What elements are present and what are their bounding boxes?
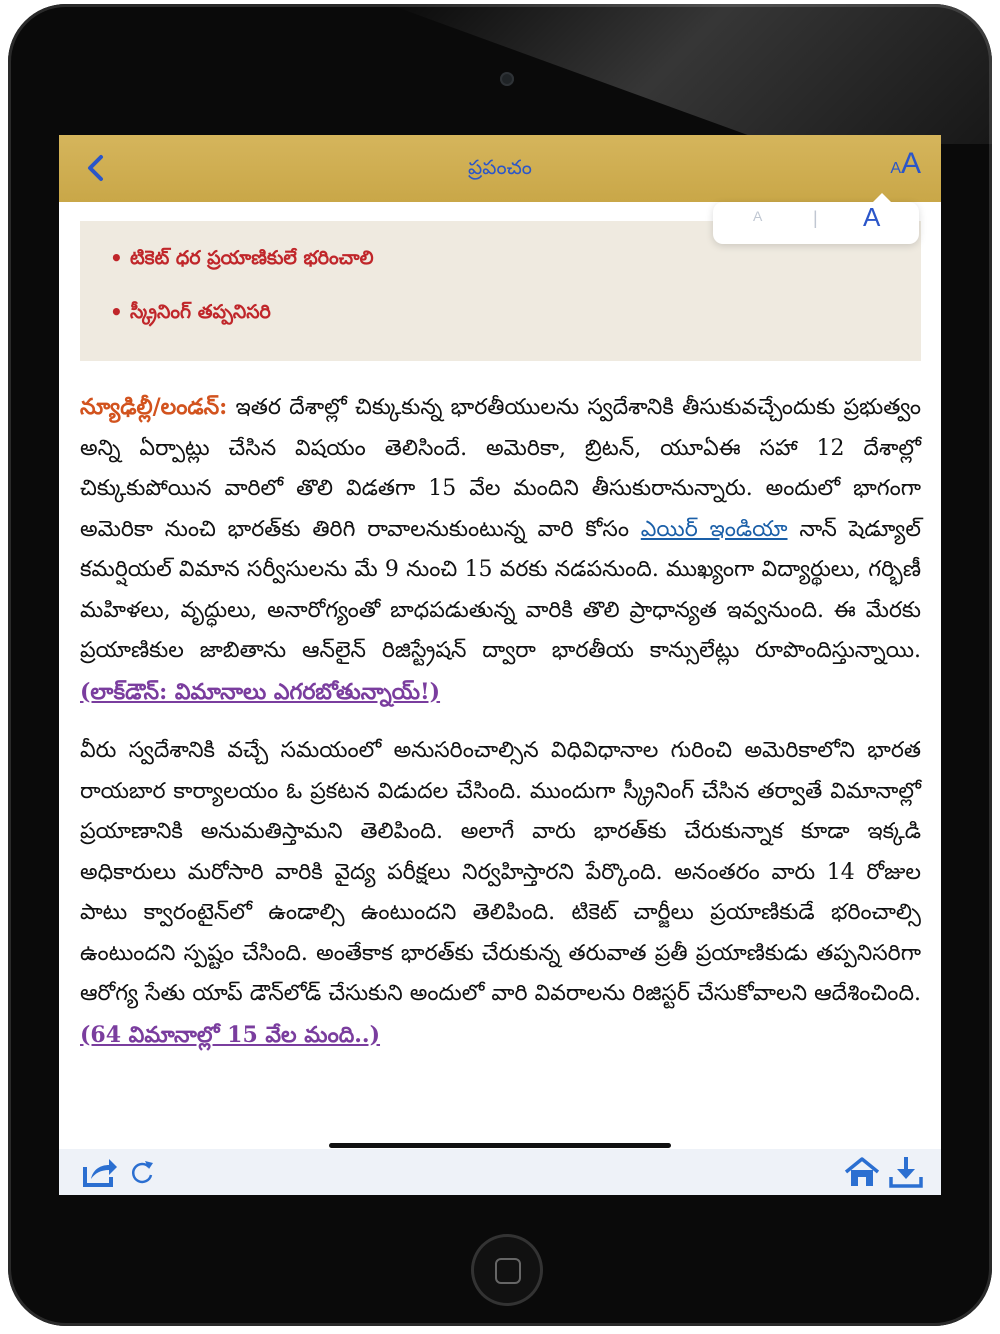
- paragraph-text: వీరు స్వదేశానికి వచ్చే సమయంలో అనుసరించాల్సిన విధివిధానాల గురించి అమెరికాలోని భారత రాయబార కార్యాలయం ఓ ప్రకటన విడుదల చేసింది. ముందుగా స్క్రీనింగ్ చేసిన తర్వాతే విమానాల్లో ప్రయాణానికి అనుమతిస్తామని తెలిపింది. అలాగే వారు భారత్‌కు చేరుకున్నాక కూడా ఇక్కడి అధికారులు మరోసారి వారికి వైద్య పరీక్షలు నిర్వహిస్తారని పేర్కొంది. అనంతరం వారు 14 రోజుల పాటు క్వారంటైన్‌లో ఉండాల్సి ఉంటుందని తెలిపింది. టికెట్ చార్జీలు ప్రయాణికుడే భరించాల్సి ఉంటుందని స్పష్టం చేసింది. అంతేకాక భారత్‌కు చేరుకున్న తరువాత ప్రతీ ప్రయాణికుడు తప్పనిసరిగా ఆరోగ్య సేతు యాప్ డౌన్‌లోడ్ చేసుకుని అందులో వారి వివరాలను రిజిస్టర్ చేసుకోవాలని ఆదేశించింది.: [80, 738, 921, 1006]
- camera: [500, 72, 514, 86]
- scroll-indicator[interactable]: [329, 1143, 671, 1148]
- bottom-toolbar: [59, 1149, 941, 1195]
- nav-bar: [59, 135, 941, 202]
- device-home-button[interactable]: [471, 1234, 543, 1306]
- related-article-link[interactable]: (64 విమానాల్లో 15 వేల మంది..): [80, 1021, 381, 1048]
- article-paragraph: [80, 387, 921, 713]
- app-screen: [59, 135, 941, 1195]
- share-button[interactable]: [81, 1155, 119, 1189]
- popover-separator: |: [813, 208, 818, 228]
- screen-glare: [388, 4, 992, 144]
- article-body: [80, 387, 921, 1074]
- page-title: ప్రపంచం: [468, 155, 532, 179]
- paragraph-text: ఇతర దేశాల్లో చిక్కుకున్న భారతీయులను స్వదేశానికి తీసుకువచ్చేందుకు ప్రభుత్వం అన్ని ఏర్పాట్లు చేసిన విషయం తెలిసిందే. అమెరికా, బ్రిటన్, యూఏఈ సహా 12 దేశాల్లో చిక్కుకుపోయిన వారిలో తొలి విడతగా 15 వేల మందిని తీసుకురానున్నారు. అందులో భాగంగా అమెరికా నుంచి భారత్‌కు తిరిగి రావాలనుకుంటున్న వారి కోసం: [80, 395, 921, 542]
- font-size-popover: [713, 202, 919, 244]
- article-paragraph: [80, 731, 921, 1056]
- air-india-link[interactable]: ఎయిర్ ఇండియా: [640, 516, 788, 542]
- paragraph-text: నాన్ షెడ్యూల్ కమర్షియల్ విమాన సర్వీసులను మే 9 నుంచి 15 వరకు నడపనుంది. ముఖ్యంగా విద్యార్థులు, గర్భిణీ మహిళలు, వృద్ధులు, అనారోగ్యంతో బాధపడుతున్న వారికి తొలి ప్రాధాన్యత ఇవ్వనుంది. ఈ మేరకు ప్రయాణికుల జాబితాను ఆన్‌లైన్ రిజిస్ట్రేషన్ ద్వారా భారతీయ కాన్సులేట్లు రూపొందిస్తున్నాయి.: [80, 516, 921, 663]
- share-icon: [81, 1155, 119, 1189]
- refresh-icon: [123, 1155, 161, 1189]
- font-size-big-label: A: [900, 147, 921, 180]
- decrease-font-button[interactable]: A: [753, 208, 763, 224]
- refresh-button[interactable]: [123, 1155, 161, 1189]
- download-button[interactable]: [887, 1155, 925, 1189]
- home-nav-button[interactable]: [843, 1155, 881, 1189]
- summary-item: • స్క్రీనింగ్ తప్పనిసరి: [130, 297, 921, 351]
- home-button-square: [495, 1258, 521, 1284]
- font-size-small-label: A: [890, 160, 901, 177]
- dateline: న్యూఢిల్లీ/లండన్:: [80, 394, 228, 420]
- related-article-link[interactable]: (లాక్‌డౌన్: విమానాలు ఎగరబోతున్నాయ్!): [80, 678, 441, 705]
- font-size-button[interactable]: [890, 147, 921, 181]
- summary-item: • టికెట్ ధర ప్రయాణికులే భరించాలి: [130, 243, 921, 297]
- increase-font-button[interactable]: A: [863, 202, 881, 232]
- download-icon: [887, 1155, 925, 1189]
- home-icon: [843, 1155, 881, 1189]
